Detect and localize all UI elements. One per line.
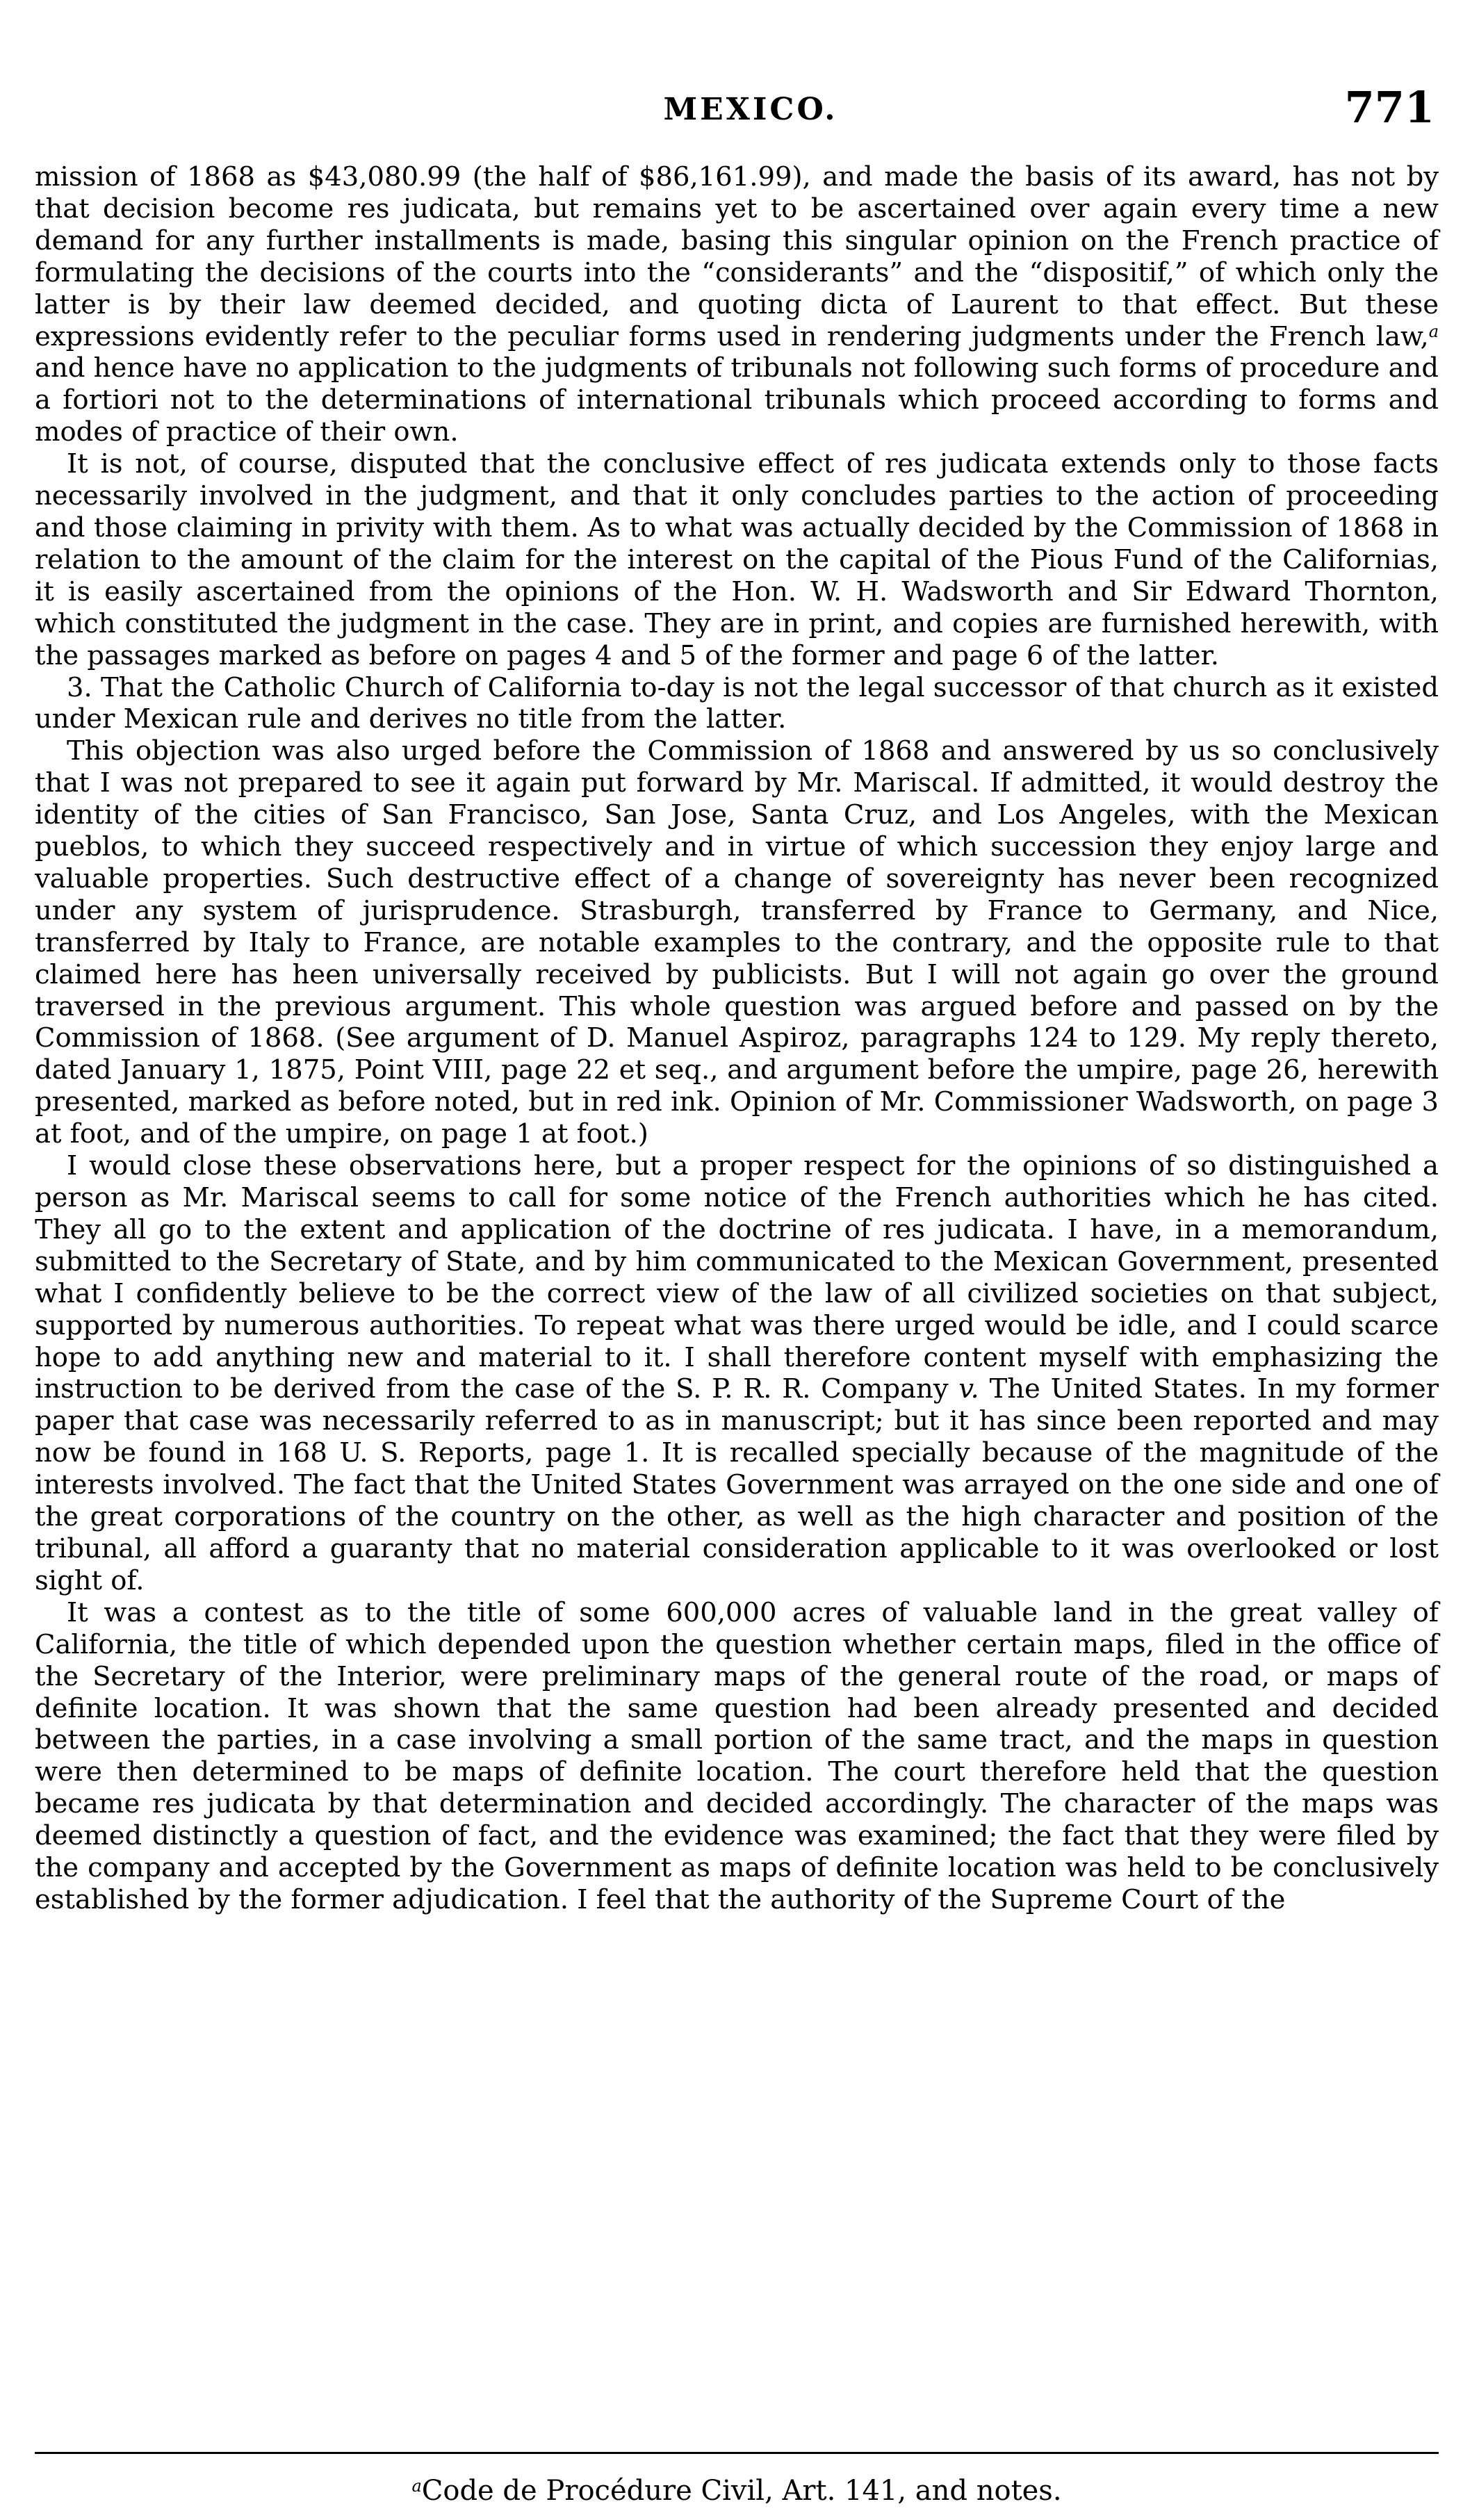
paragraph: It was a contest as to the title of some 600,000 acres of valuable land in the great valley of California, the title of which depended upon the question whether certain maps, filed in the office of the Secretary of the Interior, were preliminary maps of the general route of the road, or maps of definite location. It was shown that the same question had been already presented and decided between the parties, in a case involving a small portion of the same tract, and the maps in question were then determined to be maps of definite location. The court therefore held that the question became res judicata by that determination and decided accordingly. The character of the maps was deemed distinctly a question of fact, and the evidence was examined; the fact that they were filed by the company and accepted by the Government as maps of definite location was held to be conclusively established by the former adjudication. I feel that the authority of the Supreme Court of the [35,1596,1439,1915]
paragraph-text: and hence have no application to the judgments of tribunals not following such forms of procedure and a fortiori not to the determinations of international tribunals which proceed according to forms and modes of practice of their own. [35,352,1439,448]
page-header [35,82,1439,138]
paragraph-continued [35,161,1439,448]
document-page [35,0,1439,2520]
footnote [35,2474,1439,2507]
paragraph: This objection was also urged before the Commission of 1868 and answered by us so conclusively that I was not prepared to see it again put forward by Mr. Mariscal. If admitted, it would destroy the identity of the cities of San Francisco, San Jose, Santa Cruz, and Los Angeles, with the Mexican pueblos, to which they succeed respectively and in virtue of which succession they enjoy large and valuable properties. Such destructive effect of a change of sovereignty has never been recognized under any system of jurisprudence. Strasburgh, transferred by France to Germany, and Nice, transferred by Italy to France, are notable examples to the contrary, and the opposite rule to that claimed here has heen universally received by publicists. But I will not again go over the ground traversed in the previous argument. This whole question was argued before and passed on by the Commission of 1868. (See argument of D. Manuel Aspiroz, paragraphs 124 to 129. My reply thereto, dated January 1, 1875, Point VIII, page 22 et seq., and argument before the umpire, page 26, herewith presented, marked as before noted, but in red ink. Opinion of Mr. Commissioner Wadsworth, on page 3 at foot, and of the umpire, on page 1 at foot.) [35,735,1439,1150]
running-title: MEXICO. [663,92,838,127]
footnote-marker: a [411,2476,422,2496]
paragraph-numbered-objection: 3. That the Catholic Church of California to-day is not the legal successor of that church as it existed under Mexican rule and derives no title from the latter. [35,671,1439,735]
paragraph-text: mission of 1868 as $43,080.99 (the half of $86,161.99), and made the basis of its award, has not by that decision become res judicata, but remains yet to be ascertained over again every time a new demand for any further installments is made, basing this singular opinion on the French practice of formulating the decisions of the courts into the “considerants” and the “dispositif,” of which only the latter is by their law deemed decided, and quoting dicta of Laurent to that effect. But these expressions evidently refer to the peculiar forms used in rendering judgments under the French law, [35,161,1439,352]
paragraph-text: I would close these observations here, but a proper respect for the opinions of so distinguished a person as Mr. Mariscal seems to call for some notice of the French authorities which he has cited. They all go to the extent and application of the doctrine of res judicata. I have, in a memorandum, submitted to the Secretary of State, and by him communicated to the Mexican Government, presented what I confidently believe to be the correct view of the law of all civilized societies on that subject, supported by numerous authorities. To repeat what was there urged would be idle, and I could scarce hope to add anything new and material to it. I shall therefore content myself with emphasizing the instruction to be derived from the case of the S. P. R. R. Company [35,1150,1439,1405]
footnote-reference: a [1428,321,1439,341]
case-versus: v. [958,1373,979,1405]
paragraph-text: The United States. In my former paper that case was necessarily referred to as in manuscript; but it has since been reported and may now be found in 168 U. S. Reports, page 1. It is recalled specially because of the magnitude of the interests involved. The fact that the United States Government was arrayed on the one side and one of the great corporations of the country on the other, as well as the high character and position of the tribunal, all afford a guaranty that no material consideration applicable to it was overlooked or lost sight of. [35,1373,1439,1596]
body-text [35,161,1439,1916]
page-number: 771 [1344,82,1435,133]
footnote-text: Code de Procédure Civil, Art. 141, and notes. [421,2475,1062,2507]
footnote-divider [35,2452,1439,2454]
paragraph: It is not, of course, disputed that the conclusive effect of res judicata extends only to those facts necessarily involved in the judgment, and that it only concludes parties to the action of proceeding and those claiming in privity with them. As to what was actually decided by the Commission of 1868 in relation to the amount of the claim for the interest on the capital of the Pious Fund of the Californias, it is easily ascertained from the opinions of the Hon. W. H. Wadsworth and Sir Edward Thornton, which constituted the judgment in the case. They are in print, and copies are furnished herewith, with the passages marked as before on pages 4 and 5 of the former and page 6 of the latter. [35,448,1439,671]
paragraph [35,1150,1439,1597]
